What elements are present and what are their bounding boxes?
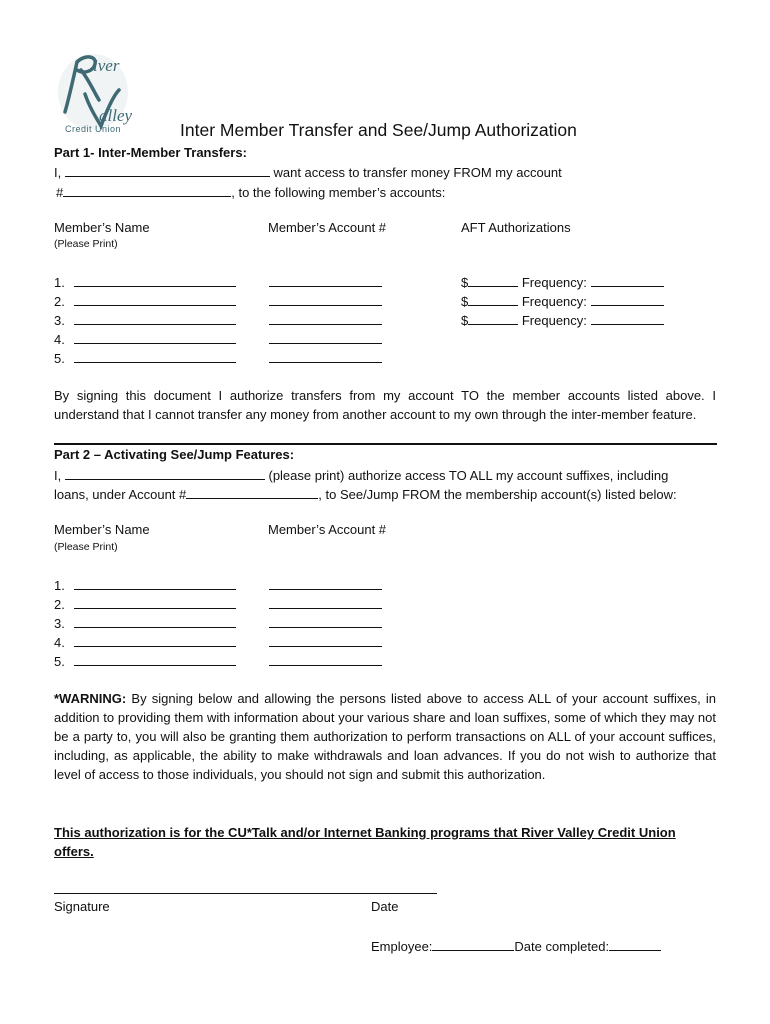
member-name-field[interactable] [74, 614, 236, 628]
part1-line2 [56, 183, 445, 200]
part1-line2-prefix: # [56, 185, 64, 200]
part1-row [54, 311, 236, 328]
part1-account-number-field[interactable] [63, 183, 231, 197]
part1-row [54, 349, 236, 366]
part1-col-name-note: (Please Print) [54, 238, 118, 250]
member-name-field[interactable] [74, 595, 236, 609]
program-notice: This authorization is for the CU*Talk and/or Internet Banking programs that River Valley Credit Union offers. [54, 825, 676, 859]
employee-field[interactable] [432, 937, 514, 951]
part2-line1 [54, 466, 668, 483]
part1-row [54, 273, 236, 290]
part1-line1-suffix: want access to transfer money FROM my account [273, 165, 562, 180]
employee-label: Employee: [371, 939, 433, 954]
row-number: 3. [54, 616, 65, 631]
logo-word-valley: alley [99, 106, 133, 125]
section-divider [54, 443, 717, 445]
part2-line2-prefix: loans, under Account # [54, 487, 187, 502]
member-name-field[interactable] [74, 652, 236, 666]
employee-row [371, 937, 661, 954]
part1-line2-suffix: , to the following member’s accounts: [231, 185, 446, 200]
member-name-field[interactable] [74, 576, 236, 590]
signature-line[interactable] [54, 893, 437, 894]
warning-paragraph [54, 689, 716, 784]
member-account-field[interactable] [269, 576, 382, 590]
member-name-field[interactable] [74, 292, 236, 306]
date-completed-field[interactable] [609, 937, 661, 951]
form-title: Inter Member Transfer and See/Jump Authorization [180, 120, 577, 140]
member-account-field[interactable] [269, 633, 382, 647]
row-number: 4. [54, 635, 65, 650]
part2-account-number-field[interactable] [186, 485, 318, 499]
aft-row [461, 311, 664, 328]
aft-frequency-field[interactable] [591, 292, 664, 306]
aft-row [461, 273, 664, 290]
part2-line2 [54, 485, 677, 502]
part2-row [54, 576, 236, 593]
aft-dollar: $ [461, 294, 469, 309]
part1-col-name: Member’s Name [54, 220, 150, 235]
row-number: 5. [54, 351, 65, 366]
part1-row [54, 292, 236, 309]
part1-line1-prefix: I, [54, 165, 62, 180]
part2-line1-suffix: (please print) authorize access TO ALL my account suffixes, including [268, 468, 669, 483]
aft-frequency-field[interactable] [591, 273, 664, 287]
row-number: 5. [54, 654, 65, 669]
logo-word-river: iver [93, 56, 120, 75]
part2-heading: Part 2 – Activating See/Jump Features: [54, 447, 295, 462]
row-number: 4. [54, 332, 65, 347]
member-name-field[interactable] [74, 311, 236, 325]
part2-col-account: Member’s Account # [268, 522, 387, 537]
member-account-field[interactable] [269, 614, 382, 628]
date-label: Date [371, 899, 399, 914]
member-name-field[interactable] [74, 349, 236, 363]
aft-frequency-field[interactable] [591, 311, 664, 325]
member-account-field[interactable] [269, 311, 382, 325]
part1-heading: Part 1- Inter-Member Transfers: [54, 145, 247, 160]
member-account-field[interactable] [269, 330, 382, 344]
member-name-field[interactable] [74, 633, 236, 647]
date-completed-label: Date completed: [514, 939, 610, 954]
aft-dollar: $ [461, 275, 469, 290]
member-name-field[interactable] [74, 330, 236, 344]
part2-row [54, 633, 236, 650]
part2-member-name-field[interactable] [65, 466, 265, 480]
member-account-field[interactable] [269, 595, 382, 609]
aft-frequency-label: Frequency: [521, 275, 587, 290]
member-account-field[interactable] [269, 273, 382, 287]
aft-row [461, 292, 664, 309]
aft-dollar: $ [461, 313, 469, 328]
row-number: 2. [54, 597, 65, 612]
member-account-field[interactable] [269, 292, 382, 306]
member-account-field[interactable] [269, 349, 382, 363]
part2-col-name-note: (Please Print) [54, 541, 118, 553]
part1-member-name-field[interactable] [65, 163, 270, 177]
aft-amount-field[interactable] [468, 292, 518, 306]
part1-line1 [54, 163, 562, 180]
aft-amount-field[interactable] [468, 311, 518, 325]
row-number: 1. [54, 578, 65, 593]
river-valley-logo [55, 50, 145, 140]
part2-col-name: Member’s Name [54, 522, 150, 537]
part2-row [54, 614, 236, 631]
part2-line2-suffix: , to See/Jump FROM the membership account(s) listed below: [318, 487, 677, 502]
row-number: 1. [54, 275, 65, 290]
row-number: 3. [54, 313, 65, 328]
part1-col-account: Member’s Account # [268, 220, 387, 235]
part2-line1-prefix: I, [54, 468, 62, 483]
aft-amount-field[interactable] [468, 273, 518, 287]
warning-text: By signing below and allowing the persons listed above to access ALL of your account suffixes, in addition to providing them with information about your various share and loan suffixes, some of which they may not be a party to, you will also be granting them authorization to perform transactions on ALL of your account suffices, including, as applicable, the ability to make withdrawals and loan advances. If you do not wish to authorize that level of access to those individuals, you should not sign and submit this authorization. [54, 691, 716, 782]
member-account-field[interactable] [269, 652, 382, 666]
part2-row [54, 652, 236, 669]
part2-row [54, 595, 236, 612]
part1-row [54, 330, 236, 347]
logo-subtitle: Credit Union [65, 124, 122, 134]
signature-label: Signature [54, 899, 110, 914]
aft-frequency-label: Frequency: [521, 294, 587, 309]
warning-label: *WARNING: [54, 691, 127, 706]
part1-paragraph: By signing this document I authorize transfers from my account TO the member accounts listed above. I understand that I cannot transfer any money from another account to my own through the inter-member feature. [54, 388, 716, 422]
part1-col-aft: AFT Authorizations [461, 220, 571, 235]
member-name-field[interactable] [74, 273, 236, 287]
aft-frequency-label: Frequency: [521, 313, 587, 328]
row-number: 2. [54, 294, 65, 309]
